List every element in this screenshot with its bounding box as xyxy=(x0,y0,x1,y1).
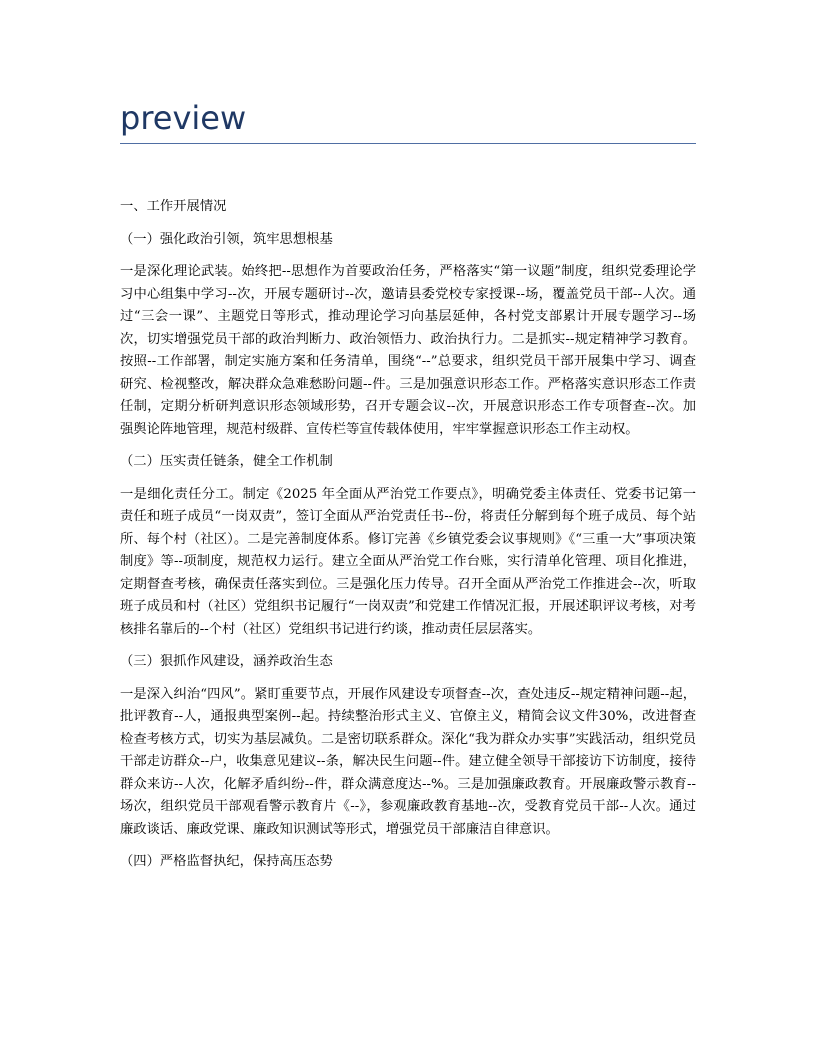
body-paragraph: 一是深化理论武装。始终把--思想作为首要政治任务，严格落实“第一议题”制度，组织党委理论学习中心组集中学习--次，开展专题研讨--次，邀请县委党校专家授课--场，覆盖党员干部--人次。通过“三会一课”、主题党日等形式，推动理论学习向基层延伸，各村党支部累计开展专题学习--场次，切实增强党员干部的政治判断力、政治领悟力、政治执行力。二是抓实--规定精神学习教育。按照--工作部署，制定实施方案和任务清单，围绕“--”总要求，组织党员干部开展集中学习、调查研究、检视整改，解决群众急难愁盼问题--件。三是加强意识形态工作。严格落实意识形态工作责任制，定期分析研判意识形态领域形势，召开专题会议--次，开展意识形态工作专项督查--次。加强舆论阵地管理，规范村级群、宣传栏等宣传载体使用，牢牢掌握意识形态工作主动权。 xyxy=(120,264,696,437)
body-paragraph: 一是细化责任分工。制定《2025 年全面从严治党工作要点》，明确党委主体责任、党委书记第一责任和班子成员“一岗双责”，签订全面从严治党责任书--份，将责任分解到每个班子成员、每个站所、每个村（社区）。二是完善制度体系。修订完善《乡镇党委会议事规则》《“三重一大”事项决策制度》等--项制度，规范权力运行。建立全面从严治党工作台账，实行清单化管理、项目化推进，定期督查考核，确保责任落实到位。三是强化压力传导。召开全面从严治党工作推进会--次，听取班子成员和村（社区）党组织书记履行“一岗双责”和党建工作情况汇报，开展述职评议考核，对考核排名靠后的--个村（社区）党组织书记进行约谈，推动责任层层落实。 xyxy=(120,486,696,637)
page-title: preview xyxy=(120,99,247,137)
subsection-heading: （四）严格监督执纪，保持高压态势 xyxy=(120,854,333,869)
title-divider xyxy=(120,143,696,144)
subsection-heading: （二）压实责任链条，健全工作机制 xyxy=(120,454,333,469)
subsection-heading: （三）狠抓作风建设，涵养政治生态 xyxy=(120,654,333,669)
subsection-heading: （一）强化政治引领，筑牢思想根基 xyxy=(120,231,333,247)
section-heading: 一、工作开展情况 xyxy=(120,199,227,214)
document-body xyxy=(120,196,696,884)
body-paragraph: 一是深入纠治“四风”。紧盯重要节点，开展作风建设专项督查--次，查处违反--规定精神问题--起，批评教育--人，通报典型案例--起。持续整治形式主义、官僚主义，精简会议文件30%，改进督查检查考核方式，切实为基层减负。二是密切联系群众。深化“我为群众办实事”实践活动，组织党员干部走访群众--户，收集意见建议--条，解决民生问题--件。建立健全领导干部接访下访制度，接待群众来访--人次，化解矛盾纠纷--件，群众满意度达--%。三是加强廉政教育。开展廉政警示教育--场次，组织党员干部观看警示教育片《--》，参观廉政教育基地--次，受教育党员干部--人次。通过廉政谈话、廉政党课、廉政知识测试等形式，增强党员干部廉洁自律意识。 xyxy=(120,686,696,837)
